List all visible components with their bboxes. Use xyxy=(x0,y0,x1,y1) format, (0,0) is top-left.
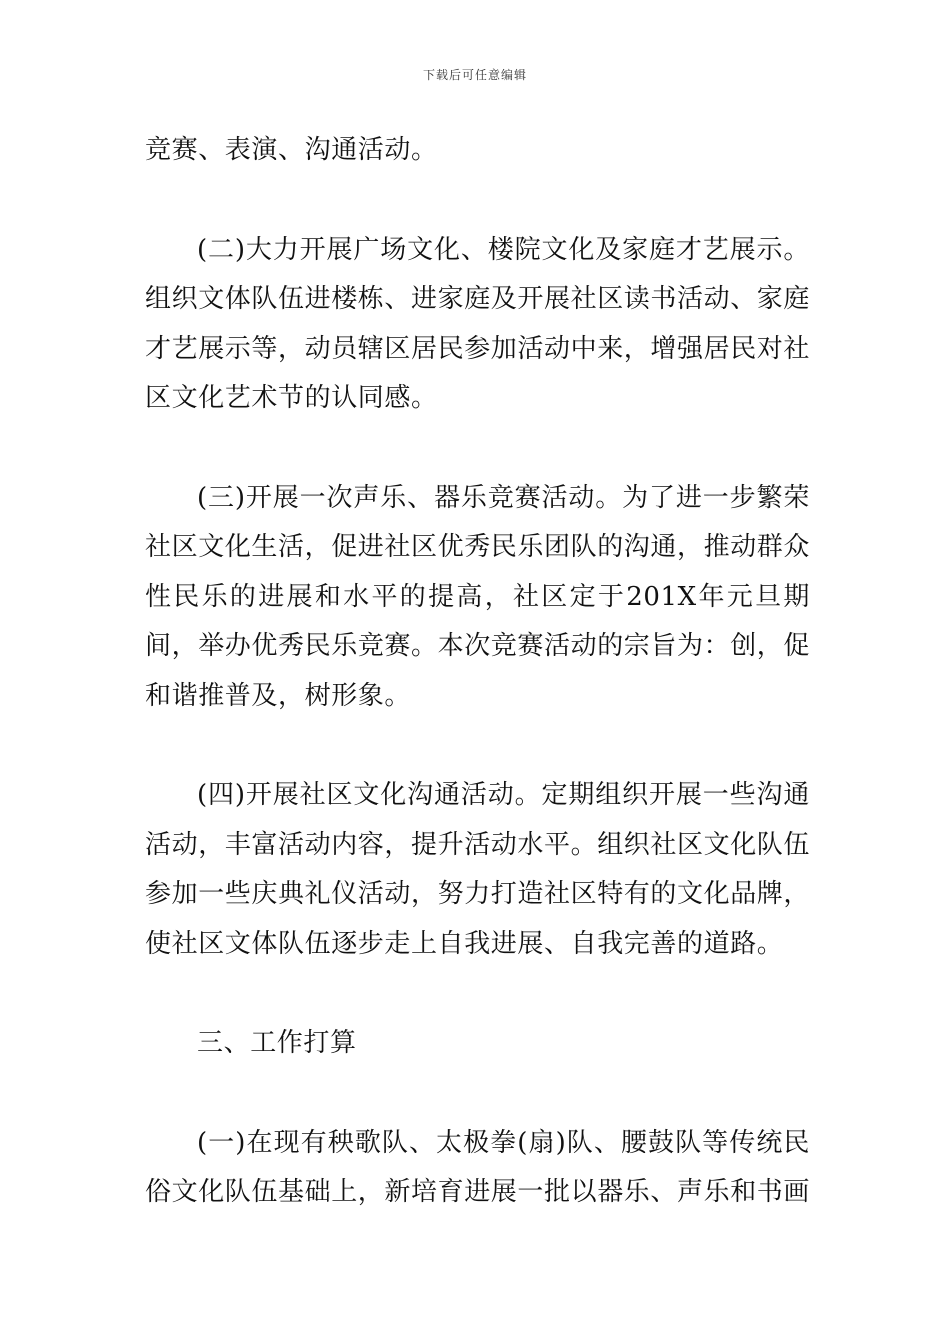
paragraph-gap xyxy=(145,721,810,771)
paragraph-gap xyxy=(145,1069,810,1119)
paragraph-item-1: (一)在现有秧歌队、太极拳(扇)队、腰鼓队等传统民俗文化队伍基础上，新培育进展一批以器乐、声乐和书画 xyxy=(145,1127,811,1207)
paragraph-gap xyxy=(145,176,810,226)
page-header-note: 下载后可任意编辑 xyxy=(422,68,527,82)
paragraph-gap xyxy=(145,969,810,1019)
paragraph-item-3: (三)开展一次声乐、器乐竞赛活动。为了进一步繁荣社区文化生活，促进社区优秀民乐团队的沟通，推动群众性民乐的进展和水平的提高，社区定于201X年元旦期间，举办优秀民乐竞赛。本次竞赛活动的宗旨为：创，促和谐推普及，树形象。 xyxy=(145,482,811,711)
paragraph-item-4: (四)开展社区文化沟通活动。定期组织开展一些沟通活动，丰富活动内容，提升活动水平。组织社区文化队伍参加一些庆典礼仪活动，努力打造社区特有的文化品牌，使社区文体队伍逐步走上自我进展、自我完善的道路。 xyxy=(145,780,811,959)
paragraph-continuation: 竞赛、表演、沟通活动。 xyxy=(145,135,438,165)
section-heading: 三、工作打算 xyxy=(197,1028,357,1058)
paragraph-item-2: (二)大力开展广场文化、楼院文化及家庭才艺展示。组织文体队伍进楼栋、进家庭及开展社区读书活动、家庭才艺展示等，动员辖区居民参加活动中来，增强居民对社区文化艺术节的认同感。 xyxy=(145,234,811,413)
paragraph-gap xyxy=(145,424,810,474)
document-body xyxy=(145,126,810,1218)
